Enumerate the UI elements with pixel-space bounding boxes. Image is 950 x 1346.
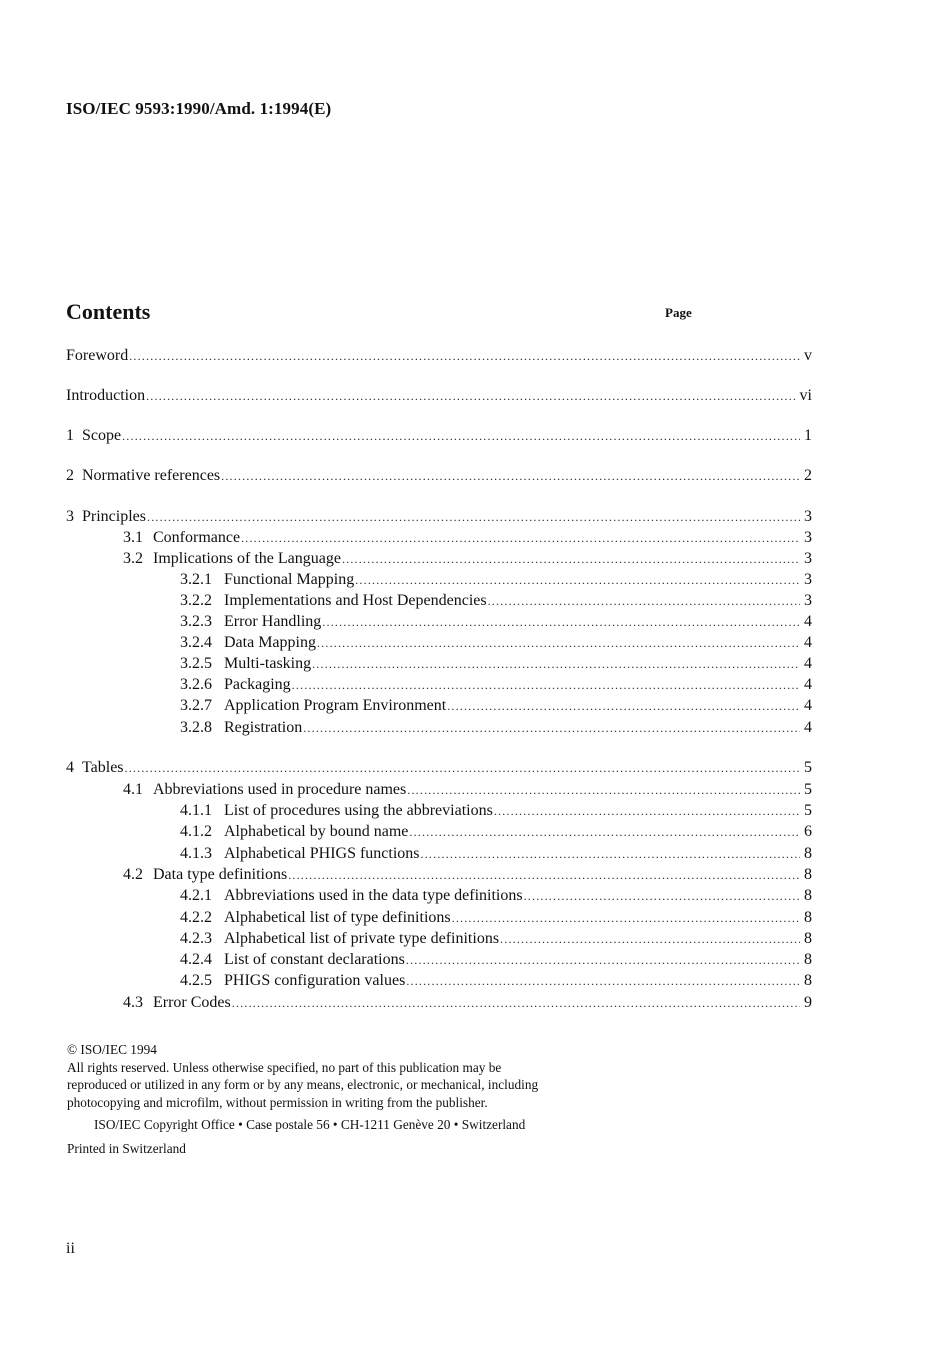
toc-number: 4.2.1 (180, 887, 212, 904)
toc-number: 3.2.8 (180, 719, 212, 736)
toc-entry-3-2-8[interactable]: 3.2.8 Registration ..... 4 (180, 717, 812, 738)
toc-number: 3.2.1 (180, 571, 212, 588)
toc-entry-4-2-2[interactable]: 4.2.2 Alphabetical list of type definitions ..... 8 (180, 907, 812, 928)
toc-number: 4.2.4 (180, 951, 212, 968)
toc-page: 4 (804, 719, 812, 736)
document-id: ISO/IEC 9593:1990/Amd. 1:1994(E) (66, 99, 332, 118)
toc-page: 5 (804, 781, 812, 798)
toc-entry-4-1-3[interactable]: 4.1.3 Alphabetical PHIGS functions ..... 8 (180, 843, 812, 864)
leader-dots (488, 591, 800, 612)
toc-entry-3-2-1[interactable]: 3.2.1 Functional Mapping ..... 3 (180, 569, 812, 590)
toc-entry-4-2-4[interactable]: 4.2.4 List of constant declarations ..... 8 (180, 949, 812, 970)
toc-number: 2 (66, 467, 74, 484)
leader-dots (524, 886, 800, 907)
leader-dots (500, 929, 800, 950)
toc-page: vi (799, 387, 812, 404)
rights-line: reproduced or utilized in any form or by any means, electronic, or mechanical, including (67, 1077, 539, 1092)
toc-page: 8 (804, 972, 812, 989)
page-number: ii (66, 1240, 75, 1257)
toc-number: 3.2.5 (180, 655, 212, 672)
toc-entry-1[interactable]: 1 Scope ..... 1 (66, 425, 812, 446)
toc-number: 4.1.3 (180, 845, 212, 862)
toc-page: 3 (804, 550, 812, 567)
copyright-office-address: ISO/IEC Copyright Office • Case postale 56 • CH-1211 Genève 20 • Switzerland (94, 1117, 526, 1132)
toc-page: 5 (804, 802, 812, 819)
toc-page: 8 (804, 930, 812, 947)
toc-page: 4 (804, 613, 812, 630)
toc-page: 1 (804, 427, 812, 444)
leader-dots (447, 696, 800, 717)
page-column-label: Page (665, 305, 692, 320)
toc-page: 8 (804, 866, 812, 883)
leader-dots (303, 718, 800, 739)
leader-dots (317, 633, 800, 654)
toc-number: 4.1 (123, 781, 143, 798)
toc-number: 4.3 (123, 994, 143, 1011)
toc-number: 3.2.2 (180, 592, 212, 609)
rights-line: photocopying and microfilm, without permission in writing from the publisher. (67, 1094, 488, 1110)
toc-page: 3 (804, 592, 812, 609)
leader-dots (125, 758, 800, 779)
leader-dots (288, 865, 800, 886)
leader-dots (241, 528, 800, 549)
copyright-block (67, 1041, 607, 1111)
toc-number: 4.2.5 (180, 972, 212, 989)
toc-entry-introduction[interactable]: Introduction ..... vi (66, 385, 812, 406)
leader-dots (312, 654, 800, 675)
toc-page: 4 (804, 697, 812, 714)
toc-number: 4.2 (123, 866, 143, 883)
toc-entry-4[interactable]: 4 Tables ..... 5 (66, 757, 812, 778)
toc-page: v (804, 347, 812, 364)
toc-entry-3-2-6[interactable]: 3.2.6 Packaging ..... 4 (180, 674, 812, 695)
toc-entry-4-1-2[interactable]: 4.1.2 Alphabetical by bound name ..... 6 (180, 821, 812, 842)
toc-number: 3.2.4 (180, 634, 212, 651)
toc-number: 4.2.3 (180, 930, 212, 947)
leader-dots (406, 950, 800, 971)
toc-number: 3.2.7 (180, 697, 212, 714)
toc-entry-4-2-3[interactable]: 4.2.3 Alphabetical list of private type definitions ..... 8 (180, 928, 812, 949)
toc-number: 4 (66, 759, 74, 776)
toc-page: 8 (804, 951, 812, 968)
leader-dots (421, 844, 800, 865)
leader-dots (292, 675, 800, 696)
toc-entry-3-2-7[interactable]: 3.2.7 Application Program Environment ..... 4 (180, 695, 812, 716)
toc-page: 9 (804, 994, 812, 1011)
toc-entry-3-2[interactable]: 3.2 Implications of the Language ..... 3 (123, 548, 812, 569)
leader-dots (342, 549, 800, 570)
leader-dots (146, 386, 795, 407)
toc-entry-3-1[interactable]: 3.1 Conformance ..... 3 (123, 527, 812, 548)
toc-number: 1 (66, 427, 74, 444)
toc-entry-4-3[interactable]: 4.3 Error Codes ..... 9 (123, 992, 812, 1013)
leader-dots (494, 801, 800, 822)
toc-entry-4-2-5[interactable]: 4.2.5 PHIGS configuration values ..... 8 (180, 970, 812, 991)
toc-entry-3-2-4[interactable]: 3.2.4 Data Mapping ..... 4 (180, 632, 812, 653)
toc-entry-4-1-1[interactable]: 4.1.1 List of procedures using the abbreviations ..... 5 (180, 800, 812, 821)
toc-entry-3-2-5[interactable]: 3.2.5 Multi-tasking ..... 4 (180, 653, 812, 674)
printed-in: Printed in Switzerland (67, 1141, 186, 1156)
toc-number: 4.1.1 (180, 802, 212, 819)
toc-entry-3-2-3[interactable]: 3.2.3 Error Handling ..... 4 (180, 611, 812, 632)
leader-dots (322, 612, 800, 633)
toc-number: 3.1 (123, 529, 143, 546)
toc-number: 3 (66, 508, 74, 525)
toc-entry-3-2-2[interactable]: 3.2.2 Implementations and Host Dependencies ..... 3 (180, 590, 812, 611)
toc-number: 4.1.2 (180, 823, 212, 840)
toc-number: 3.2.3 (180, 613, 212, 630)
toc-page: 2 (804, 467, 812, 484)
toc-page: 8 (804, 909, 812, 926)
toc-entry-2[interactable]: 2 Normative references ..... 2 (66, 465, 812, 486)
rights-line: All rights reserved. Unless otherwise specified, no part of this publication may be (67, 1059, 502, 1075)
toc-page: 3 (804, 508, 812, 525)
leader-dots (122, 426, 800, 447)
leader-dots (452, 908, 800, 929)
leader-dots (221, 466, 800, 487)
toc-page: 5 (804, 759, 812, 776)
toc-page: 3 (804, 529, 812, 546)
toc-number: 3.2.6 (180, 676, 212, 693)
toc-entry-3[interactable]: 3 Principles ..... 3 (66, 506, 812, 527)
toc-page: 3 (804, 571, 812, 588)
toc-entry-4-2[interactable]: 4.2 Data type definitions ..... 8 (123, 864, 812, 885)
toc-page: 4 (804, 676, 812, 693)
toc-entry-4-1[interactable]: 4.1 Abbreviations used in procedure names ..... 5 (123, 779, 812, 800)
toc-page: 4 (804, 655, 812, 672)
toc-number: 4.2.2 (180, 909, 212, 926)
leader-dots (129, 346, 800, 367)
leader-dots (406, 971, 800, 992)
copyright-notice: © ISO/IEC 1994 (67, 1042, 157, 1057)
leader-dots (232, 993, 800, 1014)
toc-page: 8 (804, 887, 812, 904)
toc-entry-4-2-1[interactable]: 4.2.1 Abbreviations used in the data type definitions ..... 8 (180, 885, 812, 906)
toc-page: 4 (804, 634, 812, 651)
leader-dots (355, 570, 800, 591)
toc-page: 8 (804, 845, 812, 862)
leader-dots (407, 780, 800, 801)
contents-title: Contents (66, 299, 151, 324)
leader-dots (147, 507, 800, 528)
toc-entry-foreword[interactable]: Foreword ..... v (66, 345, 812, 366)
toc-page: 6 (804, 823, 812, 840)
leader-dots (409, 822, 800, 843)
toc-number: 3.2 (123, 550, 143, 567)
